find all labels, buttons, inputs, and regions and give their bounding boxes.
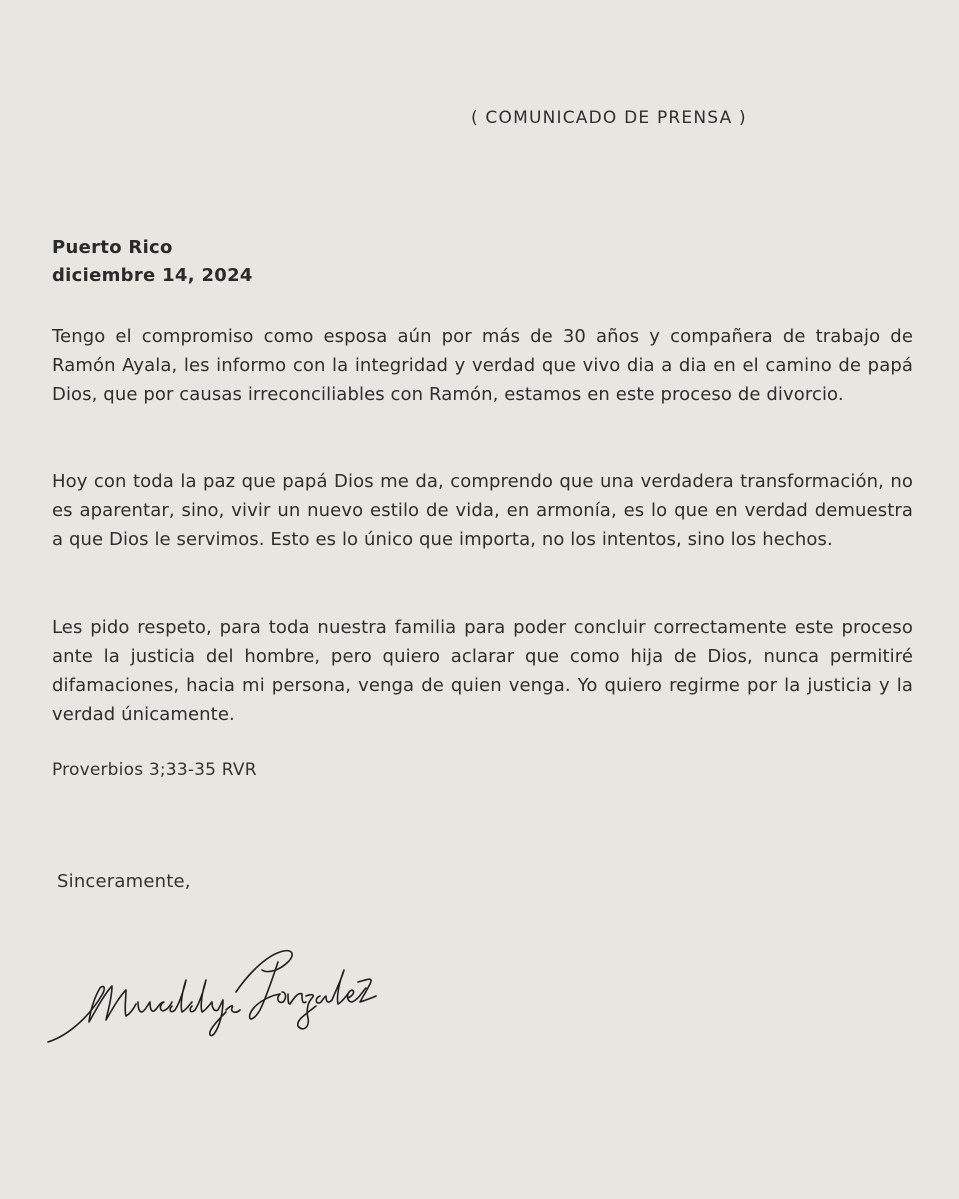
letter-paragraph-1: Tengo el compromiso como esposa aún por más de 30 años y compañera de trabajo de Ramón Ayala, les informo con la integridad y verdad que vivo dia a dia en el camino de papá Dios, que por causas irreconciliables con Ramón, estamos en este proceso de divorcio. (52, 326, 913, 405)
handwritten-signature (40, 940, 380, 1050)
letter-location: Puerto Rico (52, 237, 173, 258)
press-release-label: ( COMUNICADO DE PRENSA ) (471, 108, 747, 128)
bible-verse-reference: Proverbios 3;33-35 RVR (52, 760, 257, 780)
letter-closing: Sinceramente, (57, 871, 191, 892)
letter-paragraph-3: Les pido respeto, para toda nuestra familia para poder concluir correctamente este proceso ante la justicia del hombre, pero quiero aclarar que como hija de Dios, nunca permitiré difamaciones, hacia mi persona, venga de quien venga. Yo quiero regirme por la justicia y la verdad únicamente. (52, 617, 913, 725)
letter-date: diciembre 14, 2024 (52, 265, 253, 286)
letter-paragraph-2: Hoy con toda la paz que papá Dios me da, comprendo que una verdadera transformación, no es aparentar, sino, vivir un nuevo estilo de vida, en armonía, es lo que en verdad demuestra a que Dios le servimos. Esto es lo único que importa, no los intentos, sino los hechos. (52, 471, 913, 550)
